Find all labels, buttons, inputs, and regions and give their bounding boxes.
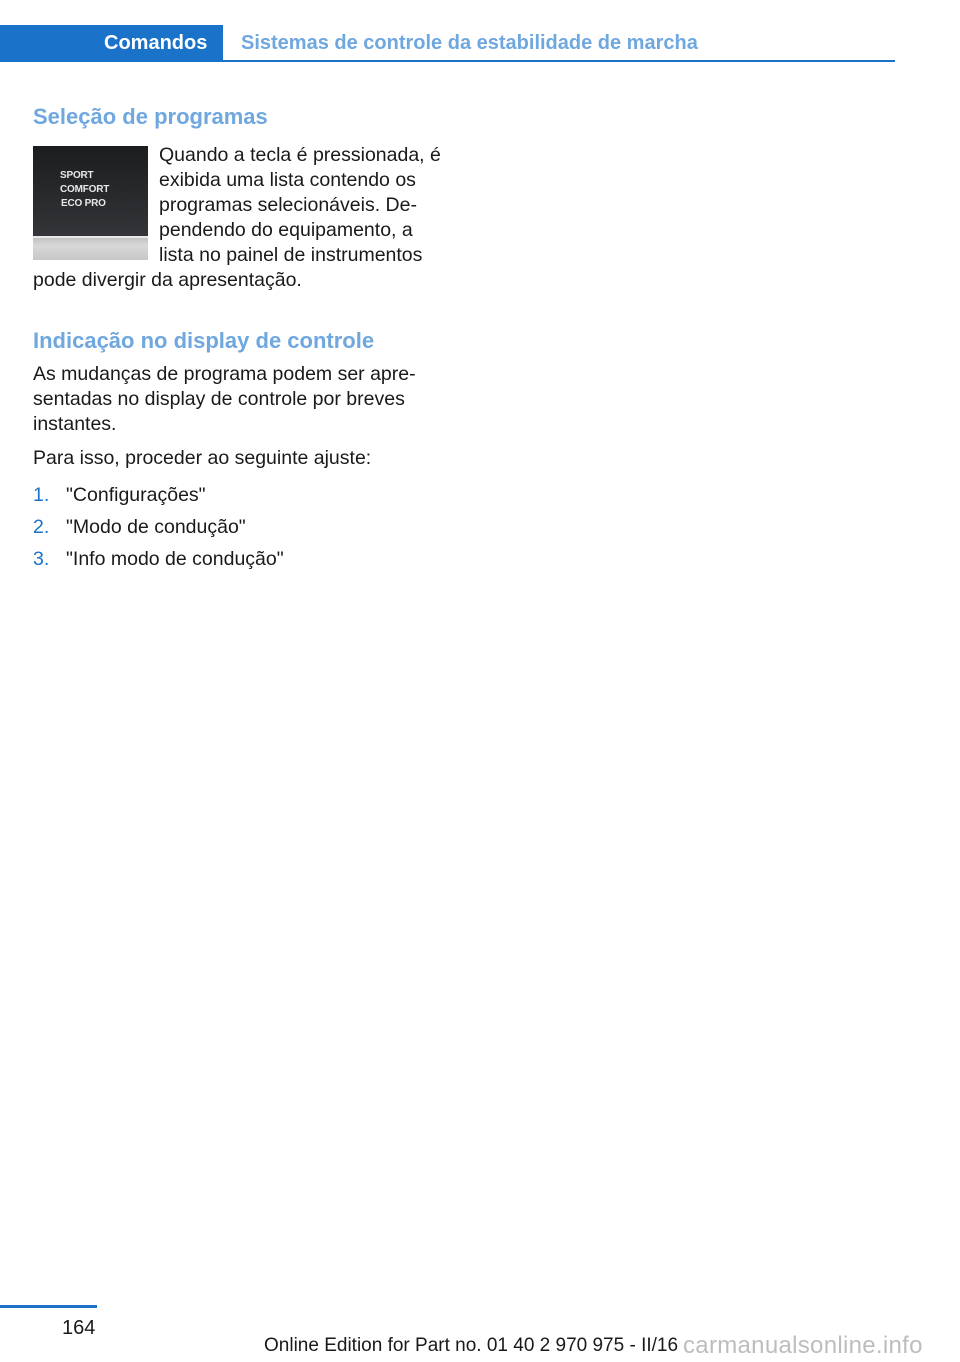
paragraph-line: lista no painel de instrumentos [159, 244, 423, 266]
heading-program-selection: Seleção de programas [33, 104, 268, 129]
paragraph-line: Para isso, proceder ao seguinte ajuste: [33, 447, 372, 469]
page-number: 164 [62, 1317, 96, 1339]
paragraph-line: Quando a tecla é pressionada, é [159, 144, 441, 166]
edition-note: Online Edition for Part no. 01 40 2 970 975 - II/16 [264, 1335, 679, 1356]
paragraph-line: pendendo do equipamento, a [159, 219, 413, 241]
step-text: "Configurações" [66, 484, 206, 506]
figure-label-eco-pro: ECO PRO [61, 198, 106, 209]
heading-control-display: Indicação no display de controle [33, 328, 375, 353]
footer-rule [0, 1305, 97, 1308]
paragraph-line: programas selecionáveis. De- [159, 194, 417, 216]
chapter-tab[interactable]: Comandos [0, 25, 223, 62]
step-number: 2. [33, 516, 50, 538]
watermark: carmanualsonline.info [683, 1332, 923, 1359]
step-text: "Modo de condução" [66, 516, 246, 538]
step-number: 3. [33, 548, 50, 570]
paragraph-line: pode divergir da apresentação. [33, 269, 302, 291]
step-number: 1. [33, 484, 50, 506]
figure-panel-band [33, 236, 148, 260]
paragraph-line: exibida uma lista contendo os [159, 169, 416, 191]
step-text: "Info modo de condução" [66, 548, 284, 570]
paragraph-line: sentadas no display de controle por breves [33, 388, 405, 410]
figure-panel-highlight [33, 236, 148, 238]
driving-mode-display-image [33, 146, 148, 260]
page-header [0, 25, 895, 62]
paragraph-line: instantes. [33, 413, 117, 435]
figure-label-sport: SPORT [60, 170, 94, 181]
paragraph-line: As mudanças de programa podem ser apre- [33, 363, 416, 385]
section-title[interactable]: Sistemas de controle da estabilidade de marcha [241, 32, 698, 54]
figure-label-comfort: COMFORT [60, 184, 110, 195]
